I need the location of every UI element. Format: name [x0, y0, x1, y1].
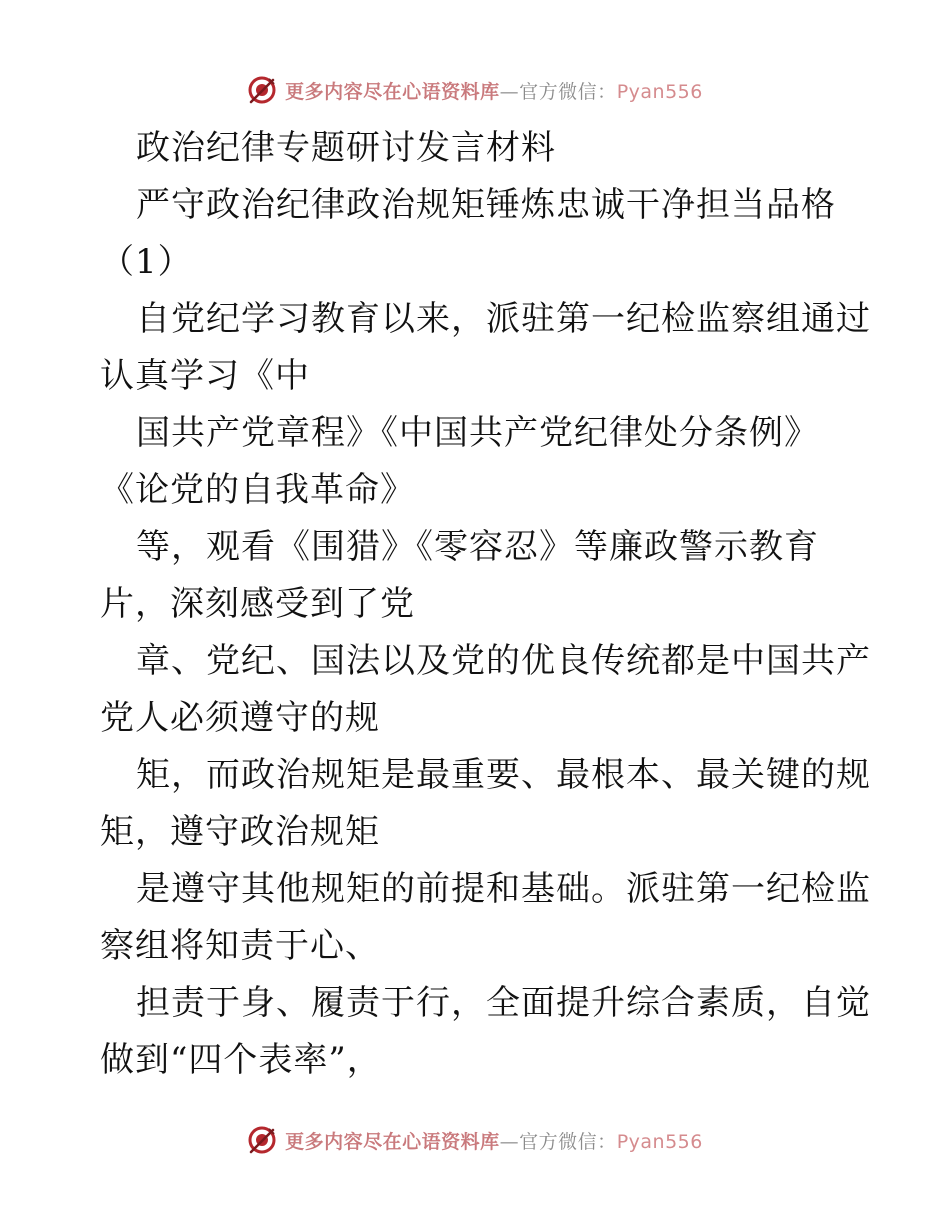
body-text-line: 党人必须遵守的规 — [100, 698, 380, 738]
watermark-dash: — — [499, 1130, 520, 1153]
watermark-text — [285, 77, 703, 104]
pen-logo-icon — [247, 1125, 277, 1155]
watermark-dash: — — [499, 80, 520, 103]
watermark-main: 更多内容尽在心语资料库 — [285, 80, 500, 103]
watermark-wechat-id: Pyan556 — [616, 80, 703, 103]
body-text-line: 片，深刻感受到了党 — [100, 584, 415, 624]
body-text-line: 自党纪学习教育以来，派驻第一纪检监察组通过 — [136, 299, 871, 339]
body-text-line: 做到“四个表率”， — [100, 1040, 382, 1080]
document-body — [100, 120, 871, 1089]
watermark-wechat-id: Pyan556 — [616, 1130, 703, 1153]
body-text-line: 察组将知责于心、 — [100, 926, 380, 966]
body-text-line: 矩，遵守政治规矩 — [100, 812, 380, 852]
body-text-line: 章、党纪、国法以及党的优良传统都是中国共产 — [136, 641, 871, 681]
body-text-line: 国共产党章程》《中国共产党纪律处分条例》 — [136, 413, 819, 453]
body-text-line: 担责于身、履责于行，全面提升综合素质，自觉 — [136, 983, 871, 1023]
body-text-line: 《论党的自我革命》 — [100, 470, 415, 510]
body-text-line: 矩，而政治规矩是最重要、最根本、最关键的规 — [136, 755, 871, 795]
footer-watermark-banner — [0, 1120, 950, 1160]
watermark-wechat-label: 官方微信： — [519, 80, 617, 103]
watermark-main: 更多内容尽在心语资料库 — [285, 1130, 500, 1153]
body-text-line: 是遵守其他规矩的前提和基础。派驻第一纪检监 — [136, 869, 871, 909]
header-watermark-banner — [0, 70, 950, 110]
body-text-line: （1） — [100, 242, 193, 282]
watermark-wechat-label: 官方微信： — [519, 1130, 617, 1153]
body-text-line: 认真学习《中 — [100, 356, 310, 396]
watermark-text — [285, 1127, 703, 1154]
document-title: 政治纪律专题研讨发言材料 — [136, 128, 556, 168]
pen-logo-icon — [247, 75, 277, 105]
document-subtitle: 严守政治纪律政治规矩锤炼忠诚干净担当品格 — [136, 185, 836, 225]
body-text-line: 等，观看《围猎》《零容忍》等廉政警示教育 — [136, 527, 819, 567]
